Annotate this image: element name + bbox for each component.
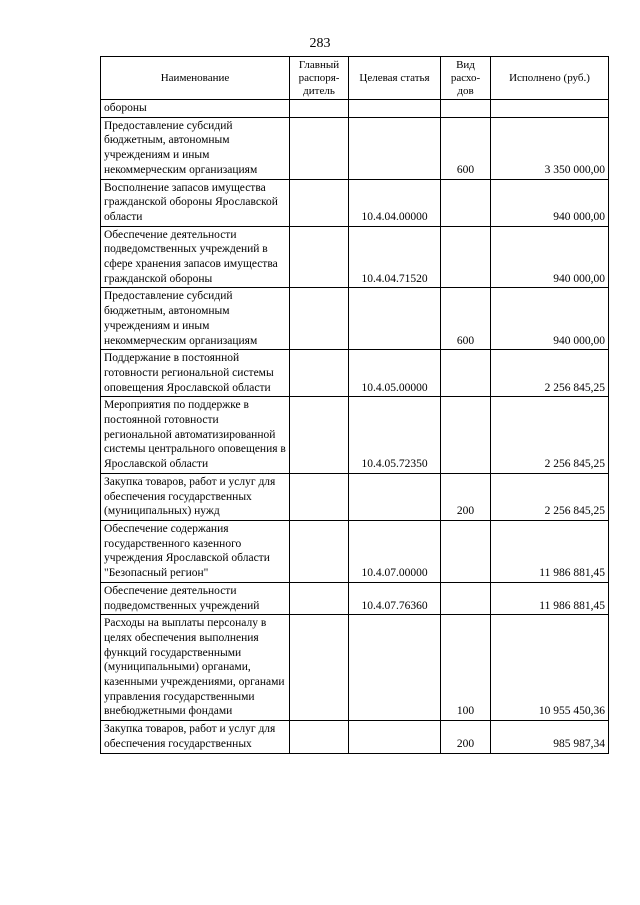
cell-sum: 985 987,34: [491, 721, 609, 753]
cell-name: Мероприятия по поддержке в постоянной готовности региональной автоматизированной системы центрального оповещения в Ярославской области: [101, 397, 290, 474]
cell-target: [349, 721, 441, 753]
cell-sum: 940 000,00: [491, 226, 609, 288]
cell-admin: [290, 473, 349, 520]
header-kind: Вид расхо-дов: [441, 57, 491, 100]
cell-admin: [290, 582, 349, 614]
cell-sum: 2 256 845,25: [491, 350, 609, 397]
cell-kind: [441, 100, 491, 118]
cell-target: [349, 615, 441, 721]
header-sum: Исполнено (руб.): [491, 57, 609, 100]
cell-admin: [290, 721, 349, 753]
cell-name: Предоставление субсидий бюджетным, автономным учреждениям и иным некоммерческим организациям: [101, 117, 290, 179]
cell-target: 10.4.07.00000: [349, 520, 441, 582]
cell-sum: 2 256 845,25: [491, 397, 609, 474]
cell-kind: 100: [441, 615, 491, 721]
budget-table: [100, 56, 609, 754]
cell-kind: [441, 226, 491, 288]
cell-kind: 200: [441, 721, 491, 753]
cell-sum: 940 000,00: [491, 179, 609, 226]
table-body: [101, 100, 609, 754]
table-row: [101, 100, 609, 118]
table-row: [101, 350, 609, 397]
cell-target: 10.4.05.72350: [349, 397, 441, 474]
cell-name: обороны: [101, 100, 290, 118]
cell-target: [349, 473, 441, 520]
cell-admin: [290, 117, 349, 179]
cell-name: Поддержание в постоянной готовности региональной системы оповещения Ярославской области: [101, 350, 290, 397]
cell-name: Обеспечение деятельности подведомственных учреждений: [101, 582, 290, 614]
cell-kind: 600: [441, 117, 491, 179]
cell-name: Обеспечение содержания государственного казенного учреждения Ярославской области "Безопасный регион": [101, 520, 290, 582]
cell-admin: [290, 226, 349, 288]
cell-admin: [290, 520, 349, 582]
table-row: [101, 582, 609, 614]
table-row: [101, 473, 609, 520]
cell-sum: 940 000,00: [491, 288, 609, 350]
header-target: Целевая статья: [349, 57, 441, 100]
cell-sum: 3 350 000,00: [491, 117, 609, 179]
header-admin: Главный распоря-дитель: [290, 57, 349, 100]
cell-target: [349, 117, 441, 179]
table-row: [101, 721, 609, 753]
cell-kind: 600: [441, 288, 491, 350]
cell-kind: [441, 582, 491, 614]
cell-sum: 11 986 881,45: [491, 520, 609, 582]
cell-sum: [491, 100, 609, 118]
cell-target: 10.4.05.00000: [349, 350, 441, 397]
cell-target: 10.4.07.76360: [349, 582, 441, 614]
cell-target: 10.4.04.71520: [349, 226, 441, 288]
cell-kind: [441, 179, 491, 226]
cell-admin: [290, 615, 349, 721]
table-row: [101, 520, 609, 582]
cell-kind: [441, 397, 491, 474]
page-number: 283: [309, 36, 331, 51]
cell-admin: [290, 288, 349, 350]
table-header-row: [101, 57, 609, 100]
cell-admin: [290, 350, 349, 397]
cell-kind: [441, 350, 491, 397]
cell-name: Закупка товаров, работ и услуг для обеспечения государственных: [101, 721, 290, 753]
cell-name: Расходы на выплаты персоналу в целях обеспечения выполнения функций государственными (муниципальными) органами, казенными учреждениями, органами управления государственными внебюджетными фондами: [101, 615, 290, 721]
cell-target: 10.4.04.00000: [349, 179, 441, 226]
cell-sum: 11 986 881,45: [491, 582, 609, 614]
cell-kind: 200: [441, 473, 491, 520]
table-row: [101, 397, 609, 474]
cell-target: [349, 100, 441, 118]
cell-kind: [441, 520, 491, 582]
cell-sum: 10 955 450,36: [491, 615, 609, 721]
cell-admin: [290, 179, 349, 226]
table-row: [101, 226, 609, 288]
cell-target: [349, 288, 441, 350]
cell-admin: [290, 397, 349, 474]
cell-name: Закупка товаров, работ и услуг для обеспечения государственных (муниципальных) нужд: [101, 473, 290, 520]
header-name: Наименование: [101, 57, 290, 100]
cell-name: Восполнение запасов имущества гражданской обороны Ярославской области: [101, 179, 290, 226]
cell-name: Обеспечение деятельности подведомственных учреждений в сфере хранения запасов имущества гражданской обороны: [101, 226, 290, 288]
cell-name: Предоставление субсидий бюджетным, автономным учреждениям и иным некоммерческим организациям: [101, 288, 290, 350]
cell-sum: 2 256 845,25: [491, 473, 609, 520]
table-row: [101, 117, 609, 179]
cell-admin: [290, 100, 349, 118]
table-row: [101, 288, 609, 350]
table-row: [101, 615, 609, 721]
table-row: [101, 179, 609, 226]
